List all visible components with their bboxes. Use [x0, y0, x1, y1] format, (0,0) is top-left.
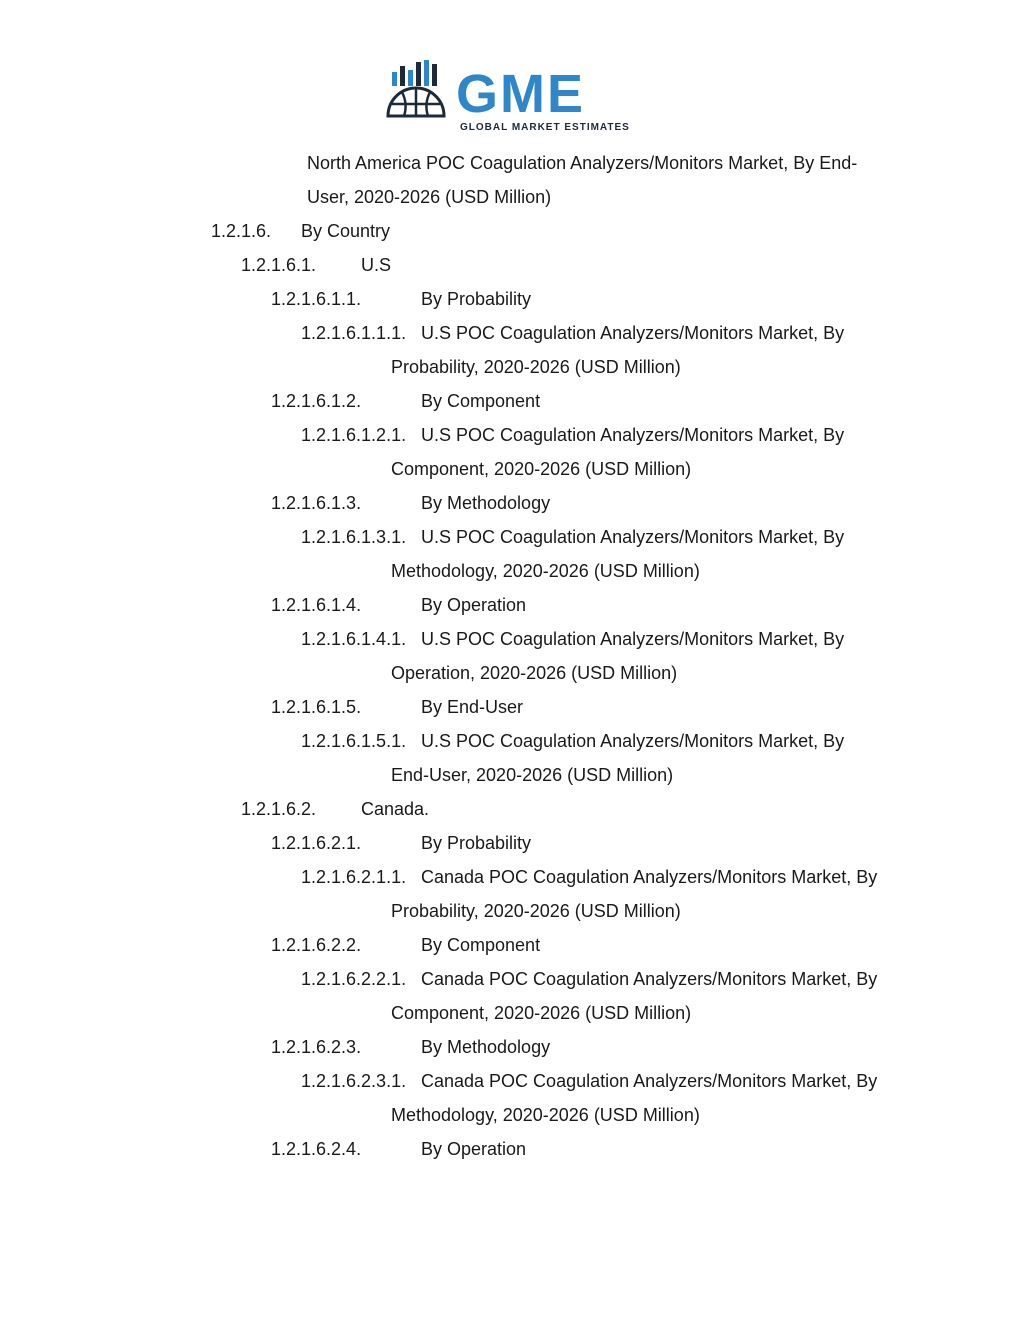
toc-number: 1.2.1.6.1.: [241, 255, 317, 275]
toc-entry-continuation: Component, 2020-2026 (USD Million): [391, 1003, 692, 1023]
toc-entry-text: U.S POC Coagulation Analyzers/Monitors Market, By: [421, 323, 845, 343]
toc-number: 1.2.1.6.1.5.: [271, 697, 362, 717]
toc-entry-continuation: Probability, 2020-2026 (USD Million): [391, 901, 681, 921]
toc-number: 1.2.1.6.1.2.1.: [301, 425, 407, 445]
toc-entry-text: Canada.: [361, 799, 430, 819]
toc-entry-text: Canada POC Coagulation Analyzers/Monitors Market, By: [421, 969, 878, 989]
toc-entry-text: By Probability: [421, 289, 532, 309]
toc-number: 1.2.1.6.: [211, 221, 272, 241]
toc-entry-text: By Operation: [421, 595, 527, 615]
toc-entry-text: U.S POC Coagulation Analyzers/Monitors Market, By: [421, 425, 845, 445]
logo-wordmark: GME: [456, 64, 586, 124]
toc-number: 1.2.1.6.2.: [241, 799, 317, 819]
toc-entry-text: U.S POC Coagulation Analyzers/Monitors Market, By: [421, 527, 845, 547]
toc-entry-text: By Component: [421, 935, 541, 955]
globe-icon: [388, 60, 444, 116]
toc-number: 1.2.1.6.2.2.: [271, 935, 362, 955]
toc-number: 1.2.1.6.1.3.1.: [301, 527, 407, 547]
toc-number: 1.2.1.6.2.3.: [271, 1037, 362, 1057]
toc-entry-text: By Methodology: [421, 493, 551, 513]
toc-entry-continuation: Probability, 2020-2026 (USD Million): [391, 357, 681, 377]
toc-entry-text: U.S: [361, 255, 392, 275]
toc-entry-continuation: Methodology, 2020-2026 (USD Million): [391, 561, 700, 581]
toc-entry-text: By Probability: [421, 833, 532, 853]
toc-entry-continuation: Methodology, 2020-2026 (USD Million): [391, 1105, 700, 1125]
toc-entry-continuation: End-User, 2020-2026 (USD Million): [391, 765, 674, 785]
toc-entry-continuation: Operation, 2020-2026 (USD Million): [391, 663, 678, 683]
gme-logo: [386, 58, 642, 136]
toc-number: 1.2.1.6.1.4.1.: [301, 629, 407, 649]
toc-entry-text: By Country: [301, 221, 391, 241]
toc-number: 1.2.1.6.2.2.1.: [301, 969, 407, 989]
toc-entry-text: By Operation: [421, 1139, 527, 1159]
toc-number: 1.2.1.6.1.4.: [271, 595, 362, 615]
toc-number: 1.2.1.6.1.5.1.: [301, 731, 407, 751]
intro-line-1: North America POC Coagulation Analyzers/Monitors Market, By End-: [307, 153, 858, 173]
logo-tagline: GLOBAL MARKET ESTIMATES: [460, 122, 630, 133]
toc-number: 1.2.1.6.2.3.1.: [301, 1071, 407, 1091]
toc-number: 1.2.1.6.1.3.: [271, 493, 362, 513]
intro-line-2: User, 2020-2026 (USD Million): [307, 187, 552, 207]
toc-entry-continuation: Component, 2020-2026 (USD Million): [391, 459, 692, 479]
toc-entry-text: By Component: [421, 391, 541, 411]
toc-entry-text: Canada POC Coagulation Analyzers/Monitors Market, By: [421, 867, 878, 887]
toc-number: 1.2.1.6.2.4.: [271, 1139, 362, 1159]
toc-entry-text: By End-User: [421, 697, 524, 717]
toc-number: 1.2.1.6.2.1.1.: [301, 867, 407, 887]
toc-entry-text: By Methodology: [421, 1037, 551, 1057]
toc-number: 1.2.1.6.1.2.: [271, 391, 362, 411]
toc-entry-text: U.S POC Coagulation Analyzers/Monitors Market, By: [421, 731, 845, 751]
toc-entry-text: U.S POC Coagulation Analyzers/Monitors Market, By: [421, 629, 845, 649]
toc-entry-text: Canada POC Coagulation Analyzers/Monitors Market, By: [421, 1071, 878, 1091]
toc-number: 1.2.1.6.1.1.1.: [301, 323, 407, 343]
toc-number: 1.2.1.6.2.1.: [271, 833, 362, 853]
toc-number: 1.2.1.6.1.1.: [271, 289, 362, 309]
